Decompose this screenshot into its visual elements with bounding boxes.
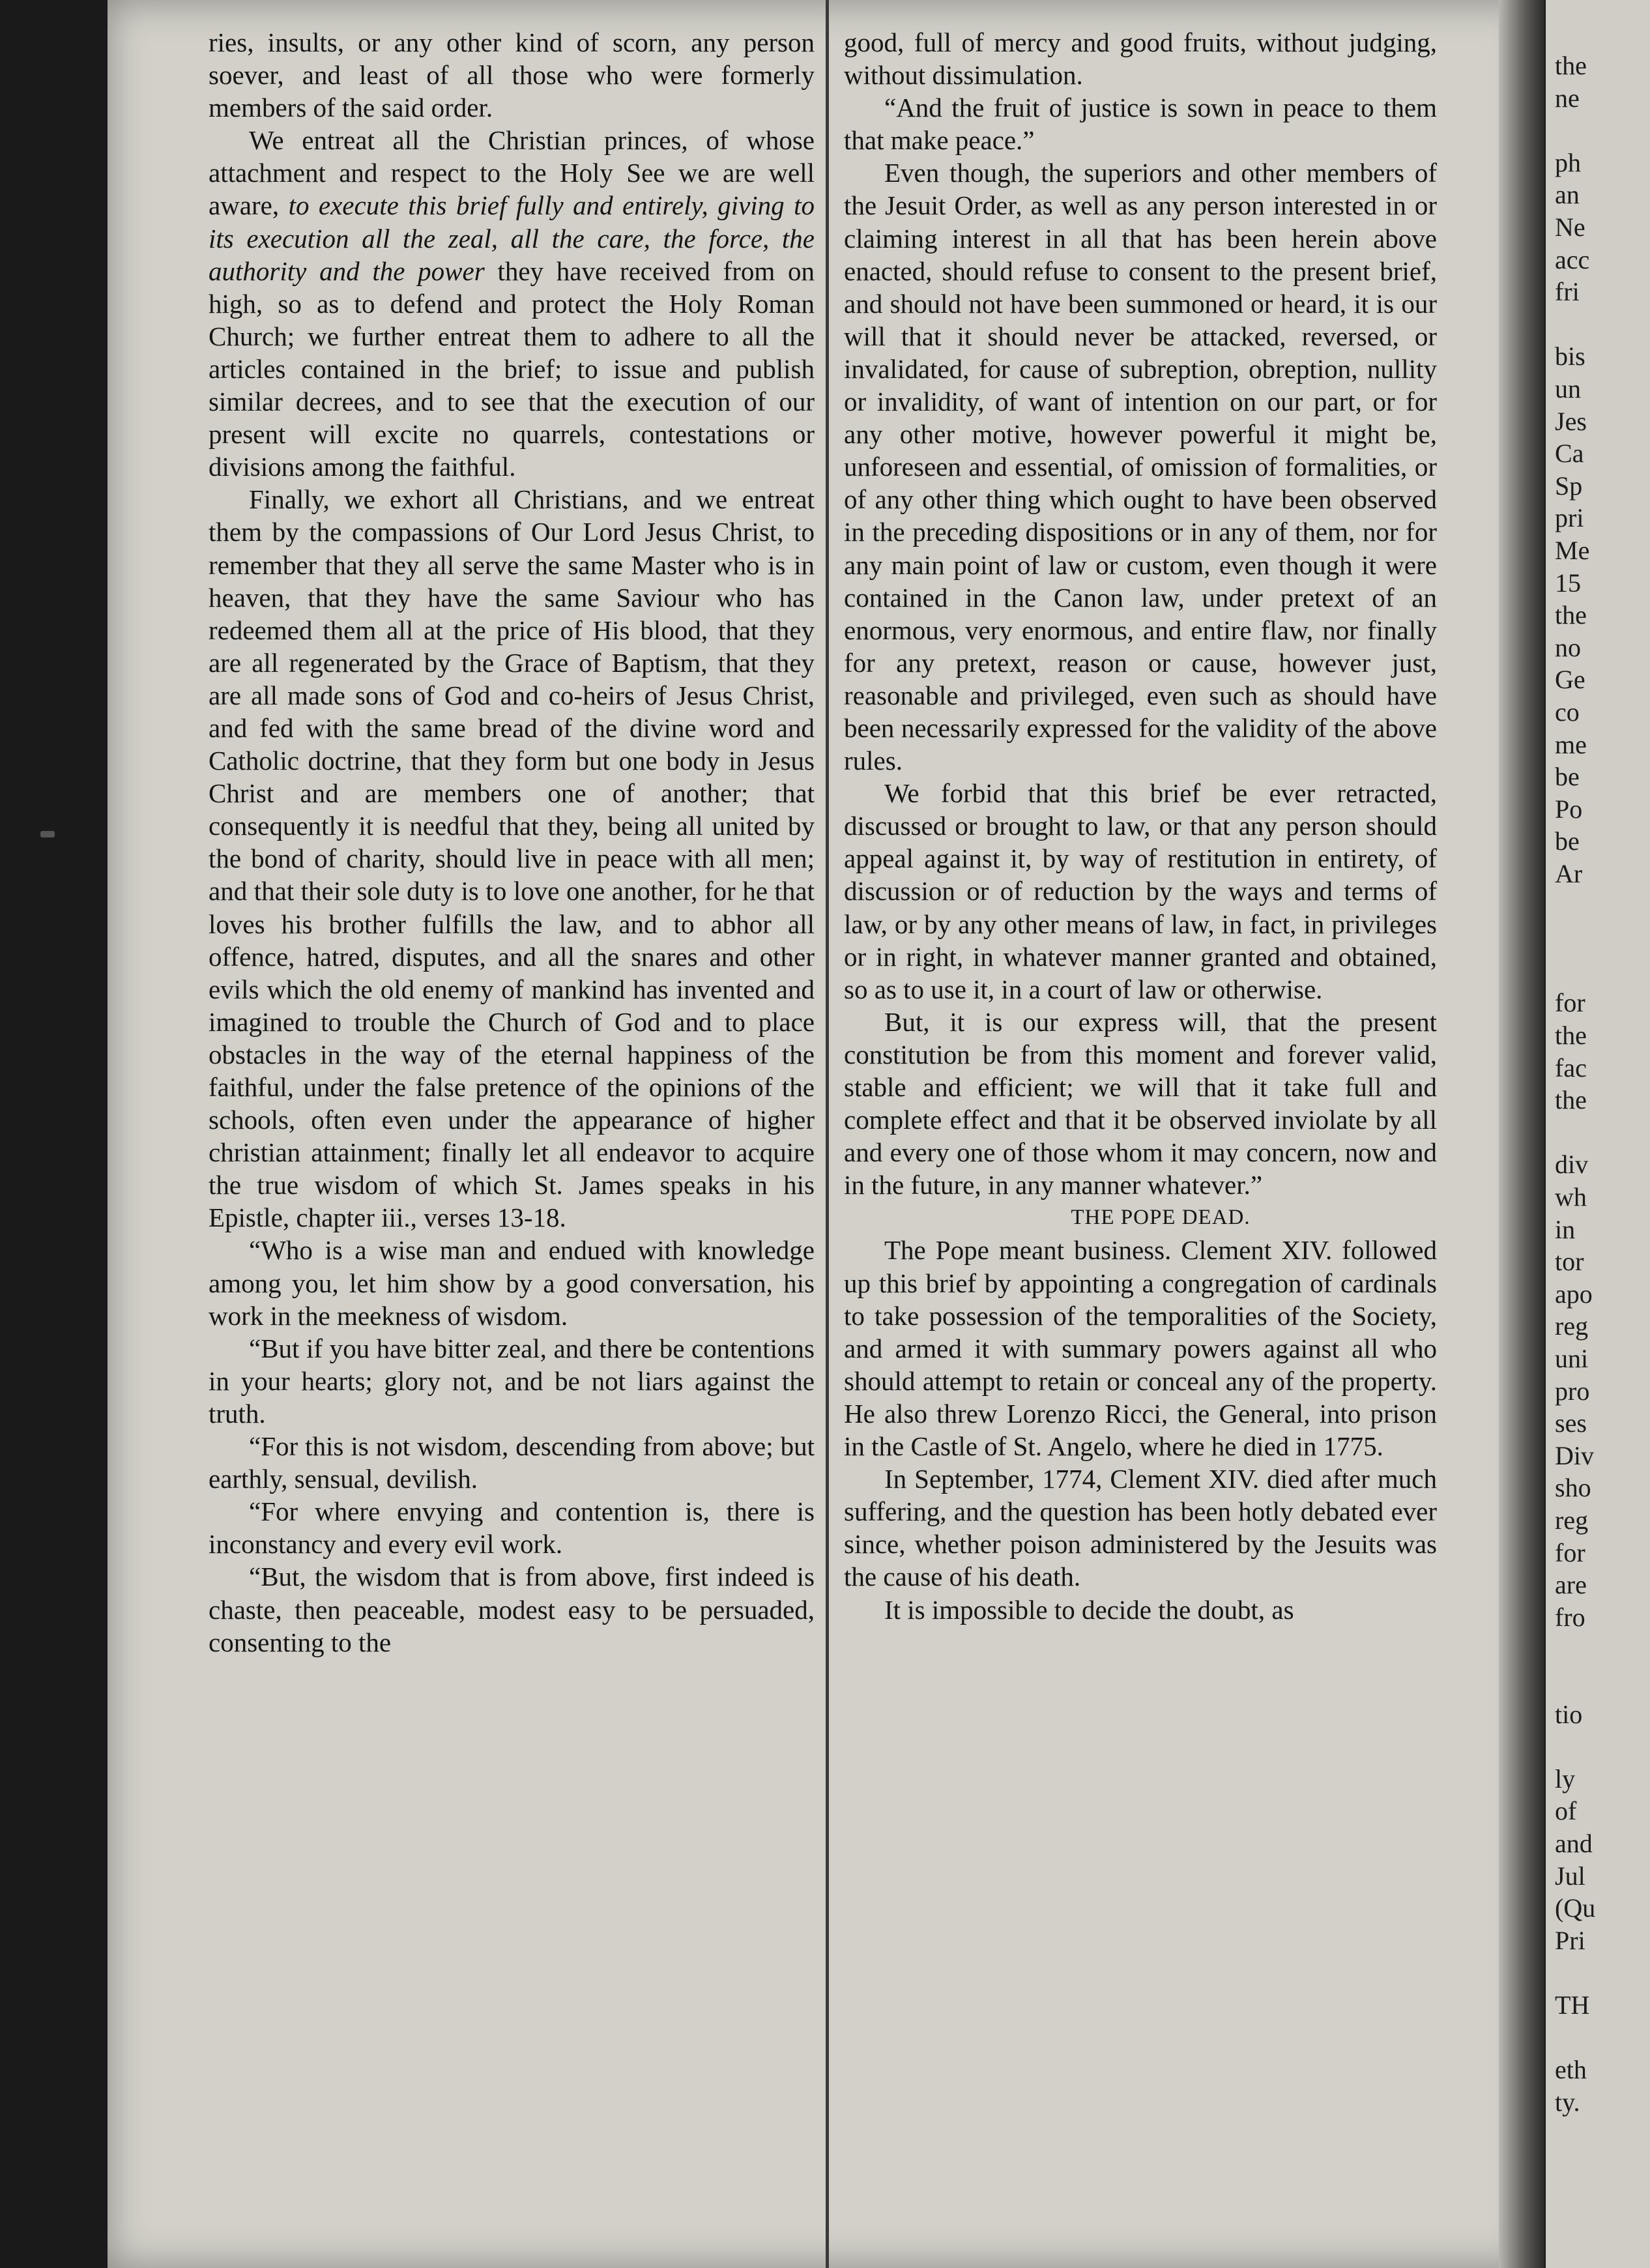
adjacent-page-fragment: Ca	[1555, 439, 1584, 469]
right-paragraph-2: “And the fruit of justice is sown in peace to them that make peace.”	[844, 93, 1437, 156]
right-paragraph-8: It is impossible to decide the doubt, as	[884, 1594, 1294, 1625]
adjacent-page-fragment: the	[1555, 51, 1587, 80]
adjacent-page-fragment: wh	[1555, 1182, 1587, 1212]
adjacent-page-fragment: Ar	[1555, 859, 1583, 888]
adjacent-page-fragment: eth	[1555, 2055, 1587, 2085]
adjacent-page-fragment: of	[1555, 1796, 1577, 1826]
quote-verse-13: “Who is a wise man and endued with knowledge among you, let him show by a good conversation, his work in the meekness of wisdom.	[209, 1235, 815, 1331]
adjacent-page-fragment: and	[1555, 1829, 1593, 1858]
adjacent-page-fragment: Sp	[1555, 471, 1583, 501]
right-paragraph-5: But, it is our express will, that the present constitution be from this moment and forever valid, stable and efficient; we will that it take full and complete effect and that it be observed inviolate by all and every one of those whom it may concern, now and in the future, in any manner whatever.”	[844, 1006, 1437, 1200]
adjacent-page-fragment: ne	[1555, 83, 1580, 113]
section-heading: THE POPE DEAD.	[1071, 1206, 1251, 1230]
left-paragraph-2-italic: to execute this brief fully and entirely, giving to its execution all the zeal, all the care, the force, the authority and the power	[209, 190, 815, 286]
adjacent-page-fragment: Ne	[1555, 212, 1585, 242]
left-paragraph-2-start: We entreat all the Christian princes, of whose attachment and respect to the Holy See we are well aware,	[209, 125, 815, 221]
adjacent-page-fragment: Ge	[1555, 665, 1585, 695]
adjacent-page-fragment: (Qu	[1555, 1893, 1596, 1923]
adjacent-page-fragment: un	[1555, 374, 1581, 403]
left-paragraph-2	[209, 124, 815, 483]
adjacent-page-fragment: ty.	[1555, 2087, 1580, 2117]
adjacent-page-fragment: Div	[1555, 1440, 1594, 1470]
adjacent-page-fragment: 15	[1555, 568, 1581, 598]
adjacent-page-fragment: tio	[1555, 1699, 1583, 1729]
adjacent-page-fragment: apo	[1555, 1279, 1593, 1309]
right-text-column	[844, 26, 1437, 1626]
left-paragraph-2-end: they have received from on high, so as to defend and protect the Holy Roman Church; we further entreat them to adhere to all the articles contained in the brief; to issue and publish similar decrees, and to see that the execution of our present will excite no quarrels, contestations or divisions among the faithful.	[209, 255, 815, 482]
right-paragraph-6: The Pope meant business. Clement XIV. followed up this brief by appointing a congregation of cardinals to take possession of the temporalities of the Society, and armed it with summary powers against all who should attempt to retain or conceal any of the property. He also threw Lorenzo Ricci, the General, into prison in the Castle of St. Angelo, where he died in 1775.	[844, 1235, 1437, 1462]
right-paragraph-1: good, full of mercy and good fruits, without judging, without dissimulation.	[844, 27, 1437, 91]
adjacent-page-fragment: reg	[1555, 1505, 1589, 1535]
adjacent-page-fragment: pri	[1555, 503, 1584, 533]
adjacent-page-fragment: fro	[1555, 1602, 1585, 1632]
adjacent-page-fragment: an	[1555, 180, 1580, 210]
adjacent-page-fragment: bis	[1555, 342, 1585, 371]
margin-mark	[40, 831, 55, 837]
column-divider	[826, 0, 829, 2268]
adjacent-page-fragment: Pri	[1555, 1925, 1585, 1955]
adjacent-page-fragment: Jul	[1555, 1861, 1585, 1891]
adjacent-page-fragment: reg	[1555, 1311, 1589, 1341]
adjacent-page-fragment: are	[1555, 1570, 1587, 1600]
adjacent-page-fragment: no	[1555, 632, 1581, 662]
adjacent-page-fragment: ph	[1555, 147, 1581, 177]
adjacent-page-fragment: sho	[1555, 1473, 1591, 1503]
page-fold-shadow	[1499, 0, 1544, 2268]
adjacent-page-fragment: me	[1555, 729, 1587, 759]
right-paragraph-3: Even though, the superiors and other members of the Jesuit Order, as well as any person interested in or claiming interest in all that has been herein above enacted, should refuse to consent to the present brief, and should not have been summoned or heard, it is our will that it should never be attacked, reversed, or invalidated, for cause of subreption, obreption, nullity or invalidity, of want of intention on our part, or for any other motive, however powerful it might be, unforeseen and essential, of omission of formalities, or of any other thing which ought to have been observed in the preceding dispositions or in any of them, nor for any main point of law or custom, even though it were contained in the Canon law, under pretext of an enormous, very enormous, and entire flaw, nor finally for any pretext, reason or cause, however just, reasonable and privileged, even such as should have been necessarily expressed for the validity of the above rules.	[844, 158, 1437, 776]
adjacent-page-fragment: be	[1555, 762, 1580, 792]
adjacent-page-fragment: the	[1555, 1085, 1587, 1115]
adjacent-page-fragment: Me	[1555, 536, 1590, 565]
adjacent-page-fragment: pro	[1555, 1376, 1590, 1406]
adjacent-page-fragment: the	[1555, 600, 1587, 630]
adjacent-page-fragment: acc	[1555, 244, 1590, 274]
adjacent-page-fragment: Jes	[1555, 406, 1587, 436]
adjacent-page-fragment: for	[1555, 988, 1585, 1018]
left-paragraph-3: Finally, we exhort all Christians, and we entreat them by the compassions of Our Lord Jesus Christ, to remember that they all serve the same Master who is in heaven, that they have the same Saviour who has redeemed them all at the price of His blood, that they are all regenerated by the Grace of Baptism, that they are all made sons of God and co-heirs of Jesus Christ, and fed with the same bread of the divine word and Catholic doctrine, that they form but one body in Jesus Christ and are members one of another; that consequently it is needful that they, being all united by the bond of charity, should live in peace with all men; and that their sole duty is to love one another, for he that loves his brother fulfills the law, and to abhor all offence, hatred, disputes, and all the snares and other evils which the old enemy of mankind has invented and imagined to trouble the Church of God and to place obstacles in the way of the eternal happiness of the faithful, under the false pretence of the opinions of the schools, often even under the appearance of higher christian attainment; finally let all endeavor to acquire the true wisdom of which St. James speaks in his Epistle, chapter iii., verses 13-18.	[209, 484, 815, 1233]
adjacent-page-fragment: tor	[1555, 1247, 1584, 1277]
adjacent-page-fragment: ses	[1555, 1408, 1587, 1438]
adjacent-page-fragment: Po	[1555, 794, 1583, 824]
adjacent-page-fragment: the	[1555, 1021, 1587, 1050]
left-paragraph-1: ries, insults, or any other kind of scorn, any person soever, and least of all those who were formerly members of the said order.	[209, 27, 815, 123]
quote-verse-17: “But, the wisdom that is from above, first indeed is chaste, then peaceable, modest easy to be persuaded, consenting to the	[209, 1562, 815, 1657]
quote-verse-14: “But if you have bitter zeal, and there be contentions in your hearts; glory not, and be not liars against the truth.	[209, 1333, 815, 1429]
adjacent-page-fragment: ly	[1555, 1764, 1576, 1794]
adjacent-page-fragment: fac	[1555, 1053, 1587, 1083]
adjacent-page-fragment: in	[1555, 1214, 1576, 1244]
adjacent-page-fragment: div	[1555, 1150, 1589, 1180]
adjacent-page-fragment: uni	[1555, 1344, 1589, 1373]
adjacent-page-strip	[1546, 0, 1650, 2268]
quote-verse-15: “For this is not wisdom, descending from above; but earthly, sensual, devilish.	[209, 1431, 815, 1494]
quote-verse-16: “For where envying and contention is, there is inconstancy and every evil work.	[209, 1496, 815, 1560]
left-text-column	[209, 26, 815, 1659]
adjacent-page-fragment: for	[1555, 1537, 1585, 1567]
right-paragraph-4: We forbid that this brief be ever retracted, discussed or brought to law, or that any person should appeal against it, by way of restitution in entirety, of discussion or of reduction by the ways and terms of law, or by any other means of law, in fact, in privileges or in right, in whatever manner granted and obtained, so as to use it, in a court of law or otherwise.	[844, 778, 1437, 1004]
adjacent-page-fragment: fri	[1555, 277, 1580, 307]
adjacent-page-fragment: be	[1555, 826, 1580, 856]
adjacent-page-fragment: TH	[1555, 1990, 1590, 2020]
adjacent-page-fragment: co	[1555, 697, 1580, 727]
right-paragraph-7: In September, 1774, Clement XIV. died after much suffering, and the question has been hotly debated ever since, whether poison administered by the Jesuits was the cause of his death.	[844, 1464, 1437, 1592]
